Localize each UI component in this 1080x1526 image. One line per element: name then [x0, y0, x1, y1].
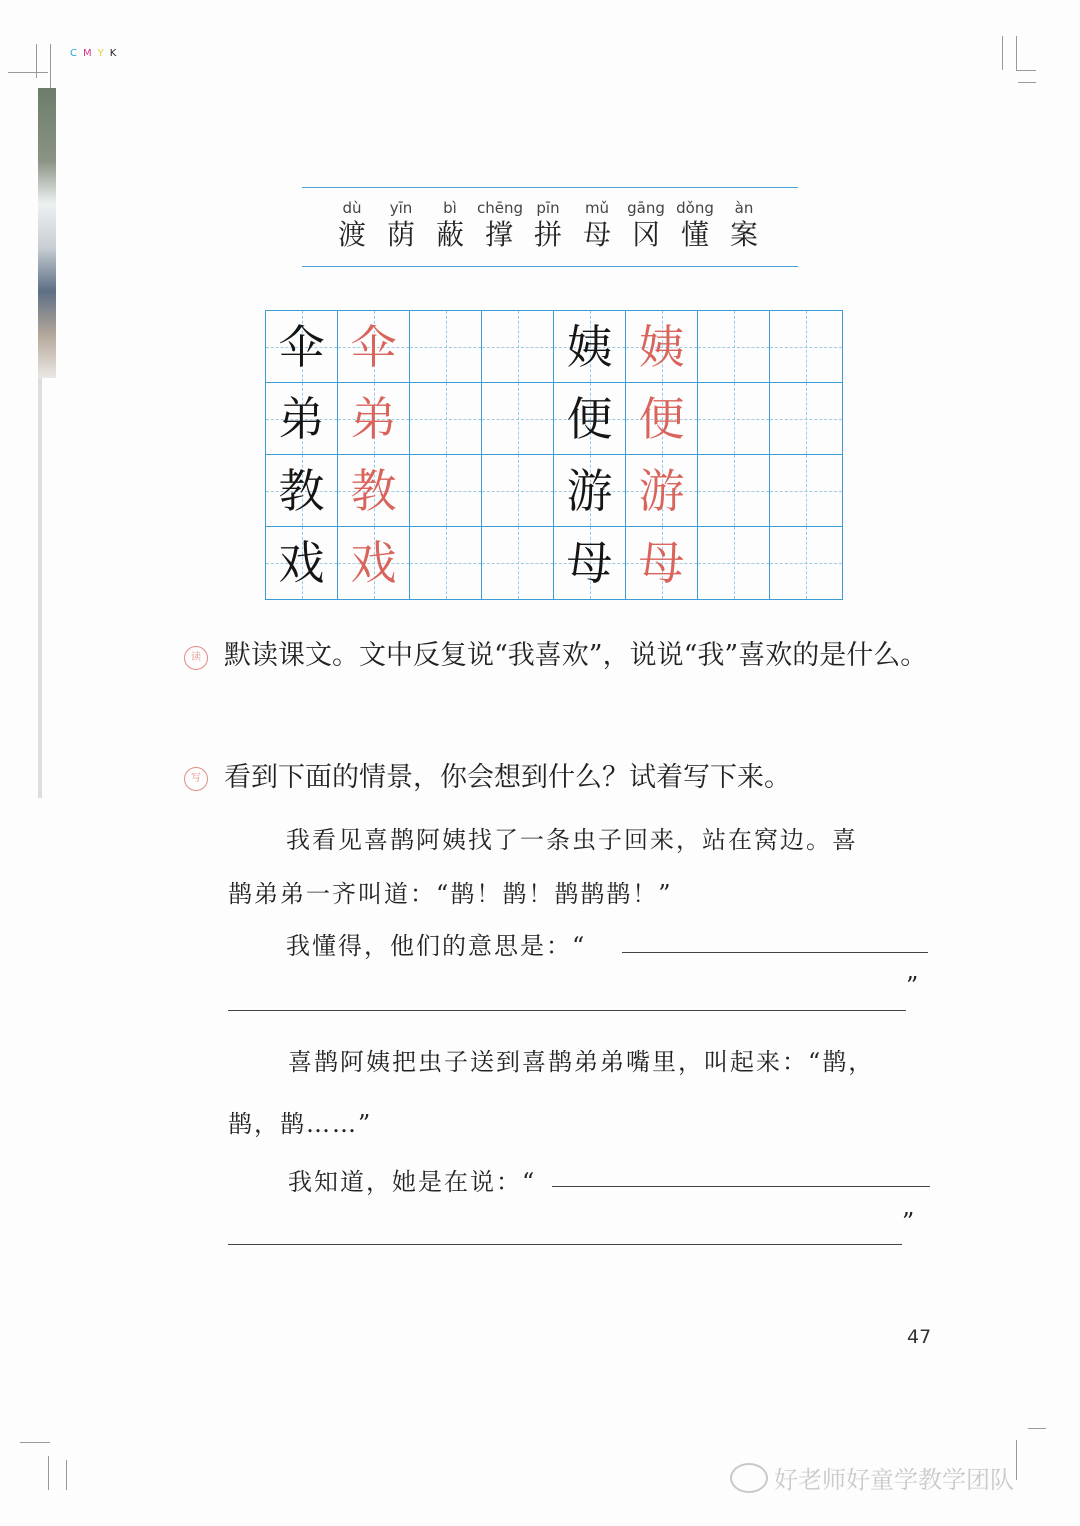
trace-character: 便 [638, 391, 685, 446]
close-quote: ” [906, 972, 919, 1000]
practice-cell-empty[interactable] [698, 383, 770, 455]
hanzi: 撑 [484, 218, 513, 251]
crop-mark [50, 44, 51, 88]
crop-mark [8, 72, 48, 73]
practice-cell-empty[interactable] [410, 455, 482, 527]
crop-mark [66, 1460, 67, 1490]
hanzi: 懂 [680, 218, 709, 251]
practice-cell [338, 311, 410, 383]
practice-cell-empty[interactable] [410, 527, 482, 599]
practice-cell [626, 383, 698, 455]
watermark-text: 好老师好童学教学团队 [774, 1466, 1014, 1494]
pinyin: dù [342, 199, 362, 217]
trace-character: 戏 [350, 536, 397, 590]
crop-mark [20, 1442, 50, 1443]
vocab-item [575, 198, 619, 252]
hanzi: 蔽 [435, 218, 464, 251]
wechat-icon [730, 1463, 768, 1493]
answer-line[interactable] [228, 1244, 902, 1245]
hanzi: 渡 [337, 218, 366, 251]
question-2: 看到下面的情景，你会想到什么？试着写下来。 [224, 762, 791, 793]
practice-cell [338, 383, 410, 455]
practice-cell [338, 455, 410, 527]
trace-character: 伞 [350, 319, 397, 374]
trace-character: 弟 [350, 391, 397, 446]
vocab-row [330, 198, 766, 252]
hanzi: 案 [729, 218, 758, 251]
practice-cell-empty[interactable] [698, 455, 770, 527]
practice-cell-empty[interactable] [698, 527, 770, 599]
passage-1-line-2: 鹊弟弟一齐叫道：“鹊！鹊！鹊鹊鹊！” [228, 880, 673, 908]
practice-cell-empty[interactable] [410, 311, 482, 383]
practice-cell-empty[interactable] [770, 311, 842, 383]
vocab-item [477, 198, 524, 252]
crop-mark [1018, 82, 1036, 83]
practice-cell [626, 455, 698, 527]
pinyin: dǒng [676, 199, 714, 217]
practice-cell [266, 311, 338, 383]
passage-2-line-1: 喜鹊阿姨把虫子送到喜鹊弟弟嘴里，叫起来：“鹊， [288, 1048, 875, 1076]
practice-cell-empty[interactable] [770, 527, 842, 599]
practice-cell-empty[interactable] [482, 527, 554, 599]
model-character: 便 [566, 391, 613, 446]
watermark [730, 1460, 1014, 1495]
vocab-item [526, 198, 570, 252]
crop-mark [1002, 36, 1003, 70]
vocab-bottom-rule [302, 266, 798, 267]
question-1: 默读课文。文中反复说“我喜欢”，说说“我”喜欢的是什么。 [224, 640, 928, 671]
pinyin: chēng [477, 199, 524, 217]
practice-cell-empty[interactable] [770, 455, 842, 527]
answer-prompt-2: 我知道，她是在说：“ [288, 1168, 537, 1196]
answer-line[interactable] [228, 1010, 906, 1011]
pinyin: bì [443, 199, 457, 217]
vocab-item [673, 198, 717, 252]
model-character: 教 [278, 463, 325, 518]
crop-mark [48, 1456, 49, 1490]
cmyk-registration: CMYK [70, 48, 123, 59]
crop-mark [1016, 1440, 1017, 1480]
practice-cell-empty[interactable] [698, 311, 770, 383]
practice-cell [338, 527, 410, 599]
practice-cell [626, 311, 698, 383]
passage-2-line-2: 鹊，鹊……” [228, 1110, 373, 1138]
practice-cell [266, 455, 338, 527]
hanzi: 拼 [533, 218, 562, 251]
pinyin: mǔ [584, 199, 610, 217]
vocab-item [330, 198, 374, 252]
practice-cell-empty[interactable] [482, 455, 554, 527]
practice-cell [554, 455, 626, 527]
close-quote: ” [902, 1208, 915, 1236]
trace-character: 姨 [638, 319, 685, 374]
trace-character: 教 [350, 463, 397, 518]
model-character: 伞 [278, 319, 325, 374]
model-character: 母 [566, 536, 613, 590]
practice-cell [266, 383, 338, 455]
answer-line[interactable] [552, 1186, 930, 1187]
page-edge [38, 378, 42, 798]
practice-cell-empty[interactable] [770, 383, 842, 455]
passage-1-line-1: 我看见喜鹊阿姨找了一条虫子回来，站在窝边。喜 [286, 826, 858, 854]
practice-cell [554, 383, 626, 455]
crop-mark [1016, 70, 1036, 71]
trace-character: 游 [638, 463, 685, 518]
hanzi: 荫 [386, 218, 415, 251]
hanzi: 母 [582, 218, 611, 251]
vocab-top-rule [302, 187, 798, 188]
practice-cell [266, 527, 338, 599]
practice-cell-empty[interactable] [482, 311, 554, 383]
practice-cell [554, 311, 626, 383]
vocab-item [379, 198, 423, 252]
model-character: 弟 [278, 391, 325, 446]
page-number: 47 [907, 1326, 932, 1348]
writing-grid [265, 310, 843, 600]
crop-mark [36, 44, 37, 78]
pinyin: àn [734, 199, 754, 217]
practice-cell-empty[interactable] [482, 383, 554, 455]
model-character: 游 [566, 463, 613, 518]
practice-cell [626, 527, 698, 599]
pinyin: pīn [536, 199, 560, 217]
practice-cell-empty[interactable] [410, 383, 482, 455]
pinyin: gāng [627, 199, 665, 217]
model-character: 戏 [278, 536, 325, 590]
crop-mark [1016, 36, 1017, 70]
question-icon: 写 [184, 767, 208, 791]
question-icon: 读 [184, 646, 208, 670]
vocab-item [722, 198, 766, 252]
photo-edge-image [38, 88, 56, 378]
model-character: 姨 [566, 319, 613, 374]
vocab-item [428, 198, 472, 252]
practice-cell [554, 527, 626, 599]
trace-character: 母 [638, 536, 685, 590]
answer-line[interactable] [622, 952, 928, 953]
answer-prompt-1: 我懂得，他们的意思是：“ [286, 932, 587, 960]
vocab-item [624, 198, 668, 252]
crop-mark [1028, 1428, 1046, 1429]
pinyin: yīn [389, 199, 413, 217]
hanzi: 冈 [631, 218, 660, 251]
